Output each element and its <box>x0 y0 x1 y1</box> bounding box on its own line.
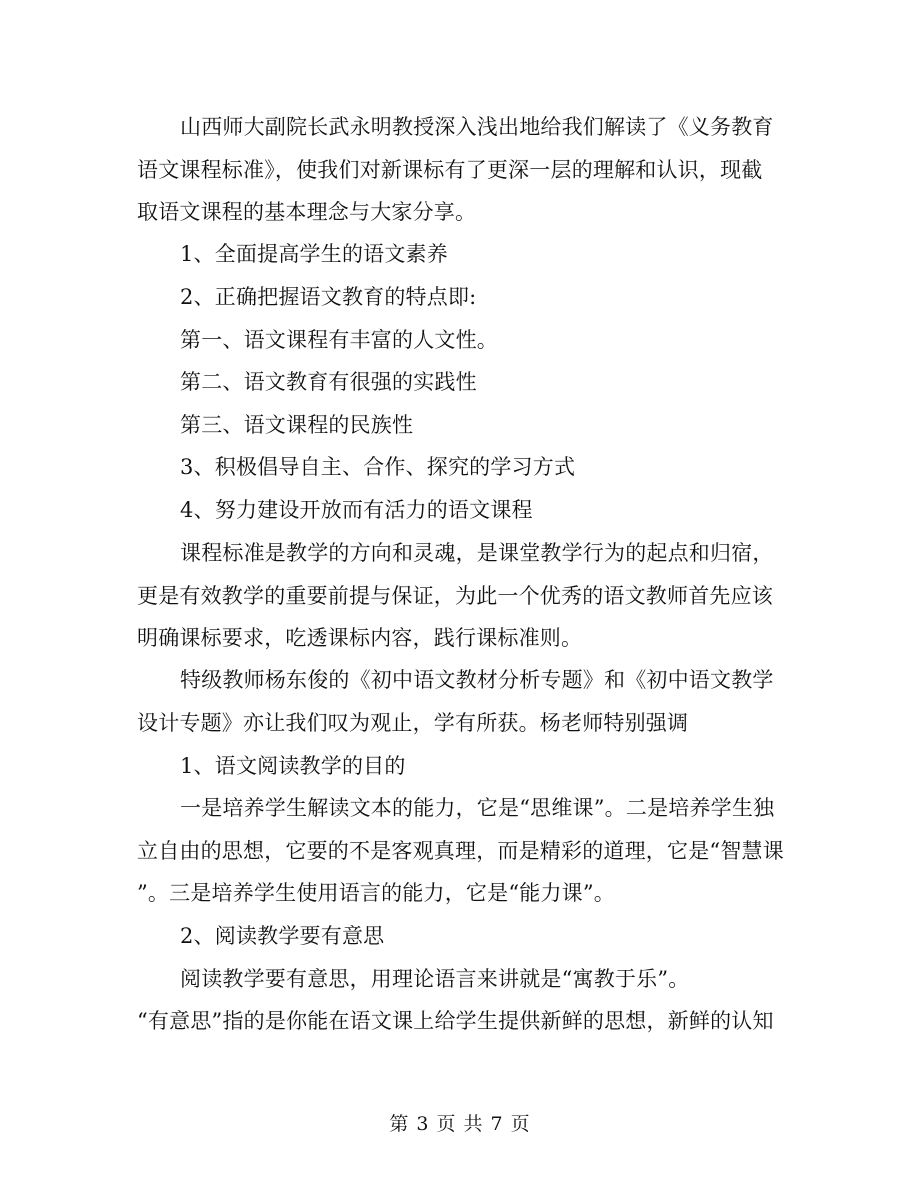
list-item: 1、语文阅读教学的目的 <box>180 754 406 778</box>
paragraph-line: 阅读教学要有意思，用理论语言来讲就是“寓教于乐”。 <box>180 967 690 991</box>
paragraph-line: 特级教师杨东俊的《初中语文教材分析专题》和《初中语文教学 <box>180 668 774 692</box>
list-item: 2、阅读教学要有意思 <box>180 924 385 948</box>
page-number-footer: 第 3 页 共 7 页 <box>389 1113 531 1135</box>
list-item: 第一、语文课程有丰富的人文性。 <box>180 328 498 352</box>
paragraph-line: 课程标准是教学的方向和灵魂，是课堂教学行为的起点和归宿， <box>180 541 774 565</box>
list-item: 第二、语文教育有很强的实践性 <box>180 370 477 394</box>
paragraph-line: ”。三是培养学生使用语言的能力，它是“能力课”。 <box>137 881 616 905</box>
paragraph-line: 一是培养学生解读文本的能力，它是“思维课”。二是培养学生独 <box>180 796 775 820</box>
paragraph-line: 明确课标要求，吃透课标内容，践行课标准则。 <box>137 626 583 650</box>
paragraph-line: 山西师大副院长武永明教授深入浅出地给我们解读了《义务教育 <box>180 115 774 139</box>
list-item: 1、全面提高学生的语文素养 <box>180 242 448 266</box>
paragraph-line: 更是有效教学的重要前提与保证，为此一个优秀的语文教师首先应该 <box>137 584 773 608</box>
list-item: 3、积极倡导自主、合作、探究的学习方式 <box>180 455 576 479</box>
paragraph-line: 立自由的思想，它要的不是客观真理，而是精彩的道理，它是“智慧课 <box>137 839 784 863</box>
paragraph-line: 语文课程标准》，使我们对新课标有了更深一层的理解和认识，现截 <box>137 158 763 182</box>
paragraph-line: “有意思”指的是你能在语文课上给学生提供新鲜的思想，新鲜的认知 <box>137 1009 774 1033</box>
list-item: 4、努力建设开放而有活力的语文课程 <box>180 498 533 522</box>
list-item: 2、正确把握语文教育的特点即: <box>180 285 477 309</box>
paragraph-line: 设计专题》亦让我们叹为观止，学有所获。杨老师特别强调 <box>137 711 689 735</box>
paragraph-line: 取语文课程的基本理念与大家分享。 <box>137 200 477 224</box>
list-item: 第三、语文课程的民族性 <box>180 413 414 437</box>
